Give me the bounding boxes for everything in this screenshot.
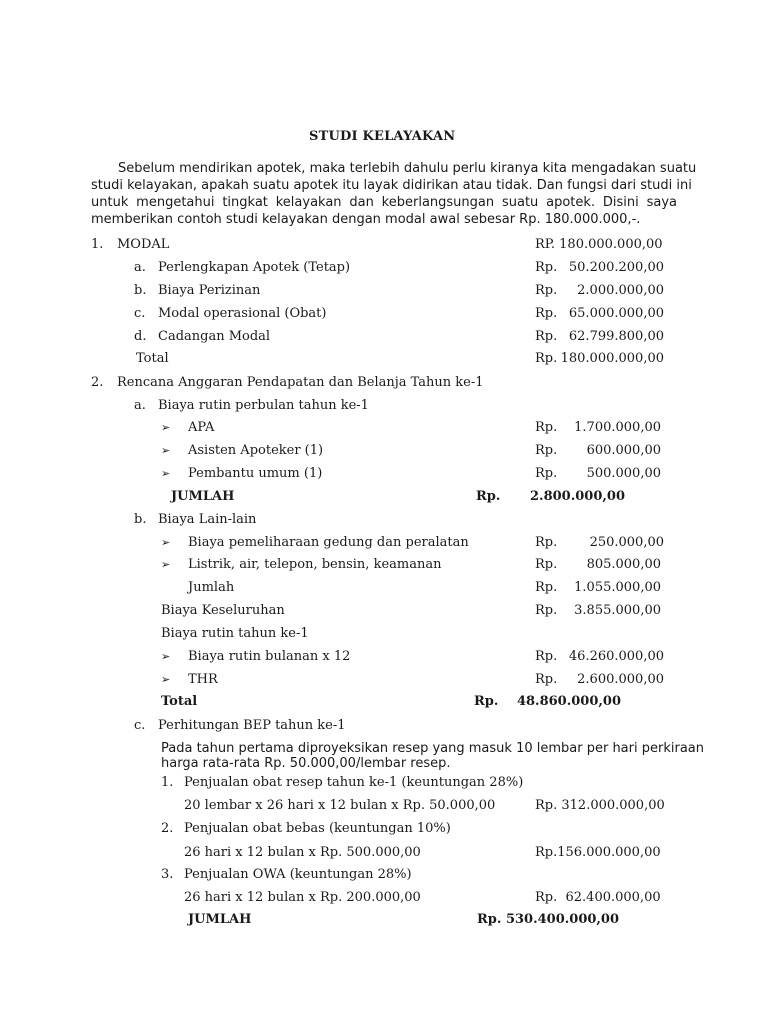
section-label-rapb: Rencana Anggaran Pendapatan dan Belanja Tahun ke-1 [117,375,484,390]
item-label: Penjualan OWA (keuntungan 28%) [184,867,412,882]
arrow-bullet-icon: ➢ [161,558,171,571]
currency-label: Rp. [535,420,558,435]
section-number: 1. [91,237,104,252]
item-amount: Rp. 62.400.000,00 [535,890,661,905]
item-letter: c. [134,306,146,321]
jumlah-label: JUMLAH [188,912,252,927]
currency-label: Rp. [535,351,558,366]
currency-label: Rp. [535,329,558,344]
item-label: Penjualan obat resep tahun ke-1 (keuntungan 28%) [184,775,524,790]
item-calc: 20 lembar x 26 hari x 12 bulan x Rp. 50.000,00 [184,798,496,813]
item-amount: 600.000,00 [586,443,661,458]
currency-label: Rp. [535,466,558,481]
intro-line-1: Sebelum mendirikan apotek, maka terlebih dahulu perlu kiranya kita mengadakan suatu [118,161,697,176]
item-amount: 805.000,00 [586,557,661,572]
item-amount: 500.000,00 [586,466,661,481]
item-amount: 250.000,00 [589,535,664,550]
item-amount: 1.700.000,00 [574,420,661,435]
currency-label: Rp. [535,443,558,458]
modal-amount: RP. 180.000.000,00 [535,237,663,252]
item-label: APA [188,420,215,435]
item-amount: 2.000.000,00 [577,283,664,298]
item-letter: c. [134,718,146,733]
item-amount: Rp. 312.000.000,00 [535,798,665,813]
currency-label: Rp. [535,580,558,595]
arrow-bullet-icon: ➢ [161,467,171,480]
item-amount: 46.260.000,00 [568,649,664,664]
item-letter: b. [134,512,147,527]
item-letter: b. [134,283,147,298]
currency-label: Rp. [535,306,558,321]
item-amount: 50.200.200,00 [568,260,664,275]
item-label: Modal operasional (Obat) [158,306,327,321]
intro-line-4: memberikan contoh studi kelayakan dengan modal awal sebesar Rp. 180.000.000,-. [91,212,641,227]
jumlah-amount: 2.800.000,00 [530,489,625,504]
currency-label: Rp. [474,694,499,709]
intro-line-3: untuk mengetahui tingkat kelayakan dan keberlangsungan suatu apotek. Disini saya [91,195,677,210]
subsection-label: Biaya Lain-lain [158,512,257,527]
item-label: Perlengkapan Apotek (Tetap) [158,260,351,275]
intro-line-2: studi kelayakan, apakah suatu apotek itu layak didirikan atau tidak. Dan fungsi dari studi ini [91,178,692,193]
total-label: Total [136,351,169,366]
item-letter: a. [134,398,146,413]
jumlah-amount: 1.055.000,00 [574,580,661,595]
bep-desc-line-1: Pada tahun pertama diproyeksikan resep yang masuk 10 lembar per hari perkiraan [161,741,704,756]
jumlah-amount: Rp. 530.400.000,00 [477,912,620,927]
item-letter: d. [134,329,147,344]
item-label: Biaya pemeliharaan gedung dan peralatan [188,535,469,550]
item-label: THR [188,672,218,687]
tahunan-label: Biaya rutin tahun ke-1 [161,626,309,641]
item-label: Pembantu umum (1) [188,466,323,481]
currency-label: Rp. [535,260,558,275]
item-number: 1. [161,775,174,790]
item-number: 3. [161,867,174,882]
keseluruhan-amount: 3.855.000,00 [574,603,661,618]
subsection-label: Perhitungan BEP tahun ke-1 [158,718,346,733]
arrow-bullet-icon: ➢ [161,421,171,434]
section-label-modal: MODAL [117,237,170,252]
item-label: Penjualan obat bebas (keuntungan 10%) [184,821,451,836]
item-label: Cadangan Modal [158,329,271,344]
currency-label: Rp. [535,535,558,550]
bep-desc-line-2: harga rata-rata Rp. 50.000,00/lembar resep. [161,756,451,771]
item-number: 2. [161,821,174,836]
jumlah-label: JUMLAH [171,489,235,504]
arrow-bullet-icon: ➢ [161,444,171,457]
total-amount: 180.000.000,00 [560,351,664,366]
item-calc: 26 hari x 12 bulan x Rp. 500.000,00 [184,845,421,860]
item-label: Asisten Apoteker (1) [188,443,324,458]
currency-label: Rp. [535,649,558,664]
item-label: Listrik, air, telepon, bensin, keamanan [188,557,442,572]
arrow-bullet-icon: ➢ [161,673,171,686]
item-amount: Rp.156.000.000,00 [535,845,661,860]
keseluruhan-label: Biaya Keseluruhan [161,603,285,618]
item-label: Biaya rutin bulanan x 12 [188,649,351,664]
item-calc: 26 hari x 12 bulan x Rp. 200.000,00 [184,890,421,905]
page-title: STUDI KELAYAKAN [309,129,456,144]
jumlah-label: Jumlah [188,580,235,595]
item-label: Biaya Perizinan [158,283,261,298]
currency-label: Rp. [476,489,501,504]
item-amount: 65.000.000,00 [568,306,664,321]
item-amount: 62.799.800,00 [568,329,664,344]
arrow-bullet-icon: ➢ [161,536,171,549]
currency-label: Rp. [535,557,558,572]
currency-label: Rp. [535,672,558,687]
currency-label: Rp. [535,283,558,298]
arrow-bullet-icon: ➢ [161,650,171,663]
subsection-label: Biaya rutin perbulan tahun ke-1 [158,398,369,413]
total-amount: 48.860.000,00 [516,694,621,709]
section-number: 2. [91,375,104,390]
total-label: Total [161,694,198,709]
item-amount: 2.600.000,00 [577,672,664,687]
item-letter: a. [134,260,146,275]
currency-label: Rp. [535,603,558,618]
